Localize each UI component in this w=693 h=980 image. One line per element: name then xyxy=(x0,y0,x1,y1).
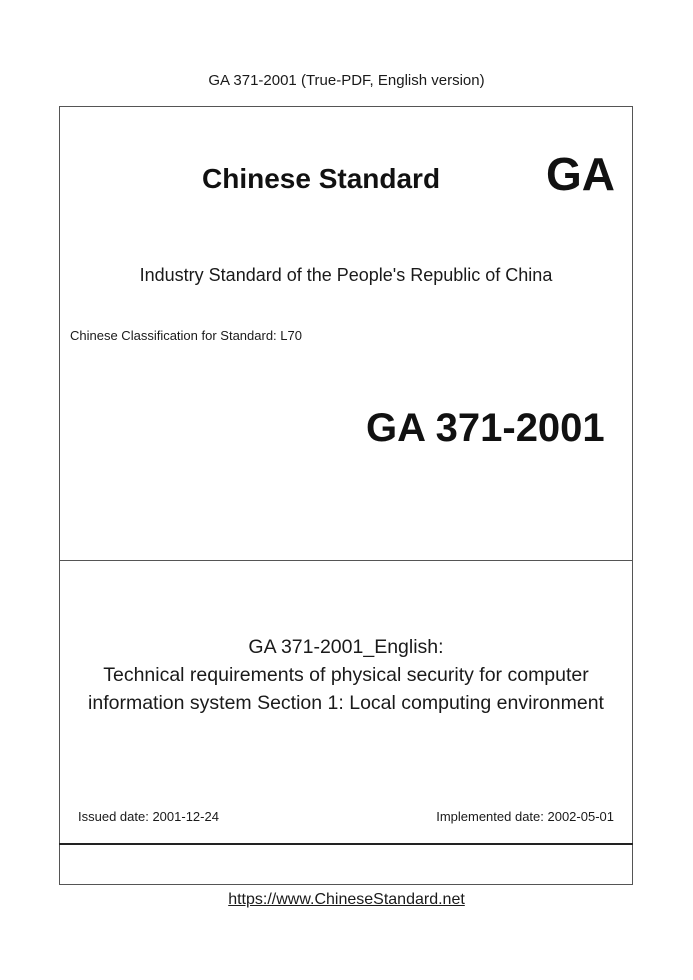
document-title-line: Technical requirements of physical security for computer xyxy=(103,664,589,686)
cover-frame xyxy=(59,106,633,885)
standard-number: GA 371-2001 xyxy=(366,406,605,450)
document-title-line: information system Section 1: Local computing environment xyxy=(88,692,604,714)
standard-code-logo: GA xyxy=(546,148,615,200)
footer-box-divider xyxy=(59,843,633,845)
classification-label: Chinese Classification for Standard: L70 xyxy=(70,328,302,343)
document-title xyxy=(59,633,633,717)
footer xyxy=(0,891,693,909)
section-divider xyxy=(59,560,633,561)
industry-line: Industry Standard of the People's Republic of China xyxy=(139,265,553,285)
document-title-line: GA 371-2001_English: xyxy=(248,636,444,658)
website-link[interactable]: https://www.ChineseStandard.net xyxy=(228,891,465,908)
issued-date: Issued date: 2001-12-24 xyxy=(78,809,219,824)
implemented-date: Implemented date: 2002-05-01 xyxy=(436,809,614,824)
page-header: GA 371-2001 (True-PDF, English version) xyxy=(208,72,485,89)
standard-title: Chinese Standard xyxy=(202,163,441,194)
